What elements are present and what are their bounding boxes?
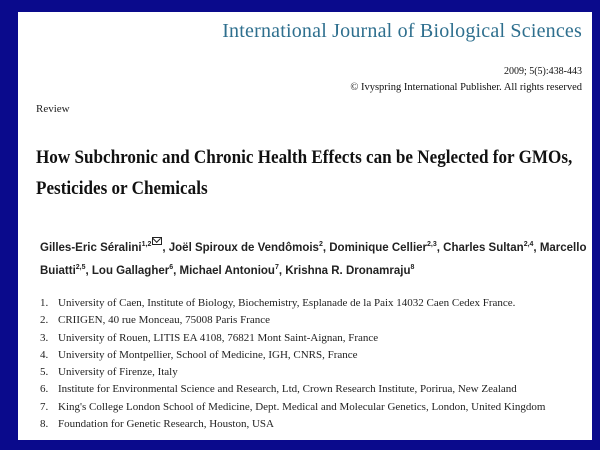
affiliation-item <box>40 312 545 329</box>
affiliation-number: 2. <box>40 314 49 327</box>
citation: 2009; 5(5):438-443 <box>503 66 582 77</box>
author-name: Lou Gallagher <box>91 264 170 277</box>
author-name: Gilles-Eric Séralini <box>40 241 142 254</box>
affiliation-text: University of Caen, Institute of Biology, Biochemistry, Esplanade de la Paix 14032 Caen Cedex France. <box>58 297 516 309</box>
affiliation-text: University of Rouen, LITIS EA 4108, 76821 Mont Saint-Aignan, France <box>58 331 379 344</box>
article-page <box>18 12 592 440</box>
affiliation-number: 7. <box>40 400 49 413</box>
affiliation-text: Foundation for Genetic Research, Houston, USA <box>58 418 274 431</box>
affiliation-text: King's College London School of Medicine, Dept. Medical and Molecular Genetics, London, United Kingdom <box>58 400 546 413</box>
author-name: Joël Spiroux de Vendômois <box>168 241 319 254</box>
affiliation-item <box>40 330 545 347</box>
affiliation-text: University of Montpellier, School of Medicine, IGH, CNRS, France <box>58 348 358 361</box>
affiliation-list <box>40 295 545 433</box>
affiliation-number: 1. <box>40 297 49 309</box>
author-list: Gilles-Eric Séralini$^{1,2}$ , Joël Spiroux de Vendômois$^2$, Dominique Cellier$^{2,3}$, Charles Sultan$^{2,4}$, Marcello Buiatti$^{2,5}$, Lou Gallagher$^6$, Michael Antoniou$^7$, Krishna R. Dronamraju$^8$ <box>40 235 588 281</box>
affiliation-number: 6. <box>40 383 49 396</box>
affiliation-text: Institute for Environmental Science and Research, Ltd, Crown Research Institute, Porirua, New Zealand <box>58 383 517 396</box>
affiliation-number: 5. <box>40 366 49 379</box>
article-title <box>36 142 573 204</box>
affiliation-item <box>40 347 545 364</box>
affiliation-number: 8. <box>40 418 49 431</box>
author-name: Michael Antoniou <box>179 264 275 277</box>
author-affiliation-marker: 6 <box>169 263 174 271</box>
title-line-2: Pesticides or Chemicals <box>36 178 208 199</box>
affiliation-number: 3. <box>40 331 49 344</box>
author-name: Marcello Buiatti <box>40 241 587 277</box>
author-name: Dominique Cellier <box>329 241 428 254</box>
author-affiliation-marker: 8 <box>410 263 415 271</box>
affiliation-text: CRIIGEN, 40 rue Monceau, 75008 Paris France <box>58 314 271 327</box>
envelope-icon <box>152 237 162 245</box>
author-name: Krishna R. Dronamraju <box>285 264 411 277</box>
title-line-1: How Subchronic and Chronic Health Effects can be Neglected for GMOs, <box>36 147 573 168</box>
affiliation-item <box>40 364 545 381</box>
author-affiliation-marker: 2,4 <box>523 241 534 248</box>
author-name: Charles Sultan <box>443 241 524 254</box>
affiliation-item <box>40 381 545 398</box>
author-affiliation-marker: 1,2 <box>141 241 152 248</box>
affiliation-item <box>40 295 545 312</box>
author-affiliation-marker: 7 <box>274 263 279 271</box>
author-affiliation-marker: 2,5 <box>75 263 86 271</box>
affiliation-item <box>40 399 545 416</box>
author-affiliation-marker: 2,3 <box>427 241 437 248</box>
article-type: Review <box>36 103 70 115</box>
affiliation-text: University of Firenze, Italy <box>58 366 178 379</box>
affiliation-item <box>40 416 545 433</box>
affiliation-number: 4. <box>40 348 49 361</box>
journal-name: International Journal of Biological Sciences <box>222 20 582 42</box>
author-affiliation-marker: 2 <box>318 241 323 248</box>
copyright-notice: © Ivyspring International Publisher. All rights reserved <box>350 82 582 93</box>
